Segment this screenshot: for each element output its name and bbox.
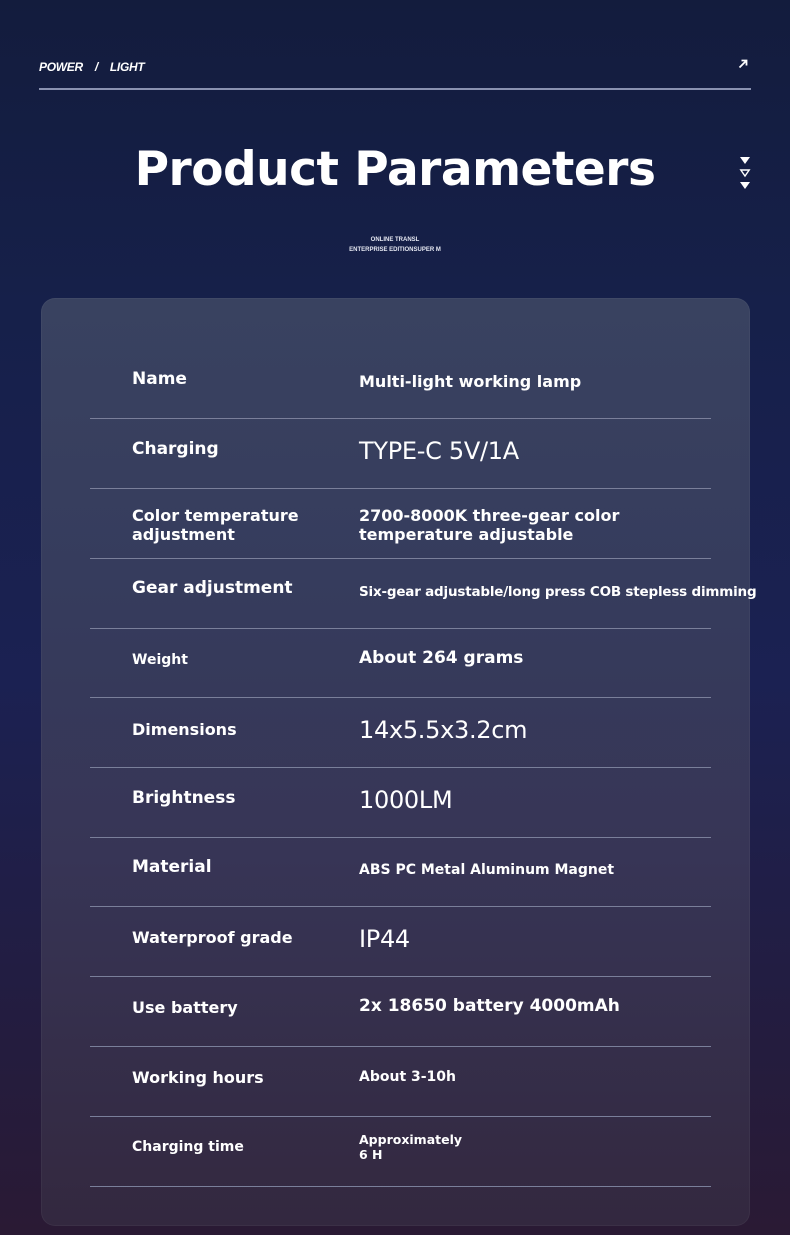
param-row-material [90, 837, 711, 907]
page-title: Product Parameters [134, 142, 656, 197]
param-value: Six-gear adjustable/long press COB stepless dimming [359, 584, 757, 600]
param-label: Working hours [132, 1068, 264, 1087]
param-row-weight [90, 628, 711, 698]
brand-word-power: POWER [39, 60, 83, 74]
subtitle-line-2: ENTERPRISE EDITIONSUPER M [349, 247, 441, 253]
param-label: Brightness [132, 788, 236, 808]
param-row-color-temperature [90, 489, 711, 559]
param-label: Gear adjustment [132, 578, 293, 598]
param-value: 1000LM [359, 786, 453, 814]
brand-logo [39, 60, 144, 74]
parameters-panel [41, 298, 757, 1226]
param-value: Approximately 6 H [359, 1132, 463, 1162]
param-row-brightness [90, 768, 711, 838]
param-label: Charging time [132, 1139, 244, 1155]
param-row-gear-adjustment [90, 559, 757, 629]
param-value: 14x5.5x3.2cm [359, 716, 528, 744]
param-label: Waterproof grade [132, 928, 293, 947]
brand-word-light: LIGHT [109, 60, 145, 74]
param-row-name [90, 349, 711, 419]
param-row-battery [90, 977, 711, 1047]
param-value: About 264 grams [359, 648, 524, 668]
top-bar [39, 58, 751, 90]
param-row-dimensions [90, 698, 711, 768]
param-label: Material [132, 857, 212, 877]
arrow-up-right-icon [737, 58, 749, 70]
param-label: Name [132, 369, 187, 389]
param-label: Use battery [132, 998, 238, 1017]
param-value: IP44 [359, 925, 410, 953]
brand-separator: / [94, 60, 98, 74]
subtitle [0, 235, 790, 255]
subtitle-line-1: ONLINE TRANSL [370, 237, 420, 243]
param-label: Dimensions [132, 720, 237, 739]
param-value: About 3-10h [359, 1069, 457, 1085]
param-row-working-hours [90, 1047, 711, 1117]
param-value: TYPE-C 5V/1A [359, 437, 519, 465]
param-row-charging-time [90, 1117, 711, 1187]
param-value: 2700-8000K three-gear color temperature adjustable [359, 506, 620, 544]
triple-chevron-down-icon [738, 155, 752, 195]
param-value: ABS PC Metal Aluminum Magnet [359, 862, 615, 878]
param-value: 2x 18650 battery 4000mAh [359, 996, 620, 1016]
param-label: Weight [132, 652, 188, 668]
param-row-charging [90, 419, 711, 489]
param-row-waterproof [90, 907, 711, 977]
param-label: Charging [132, 439, 219, 459]
param-value: Multi-light working lamp [359, 372, 582, 391]
param-label: Color temperature adjustment [132, 506, 299, 544]
